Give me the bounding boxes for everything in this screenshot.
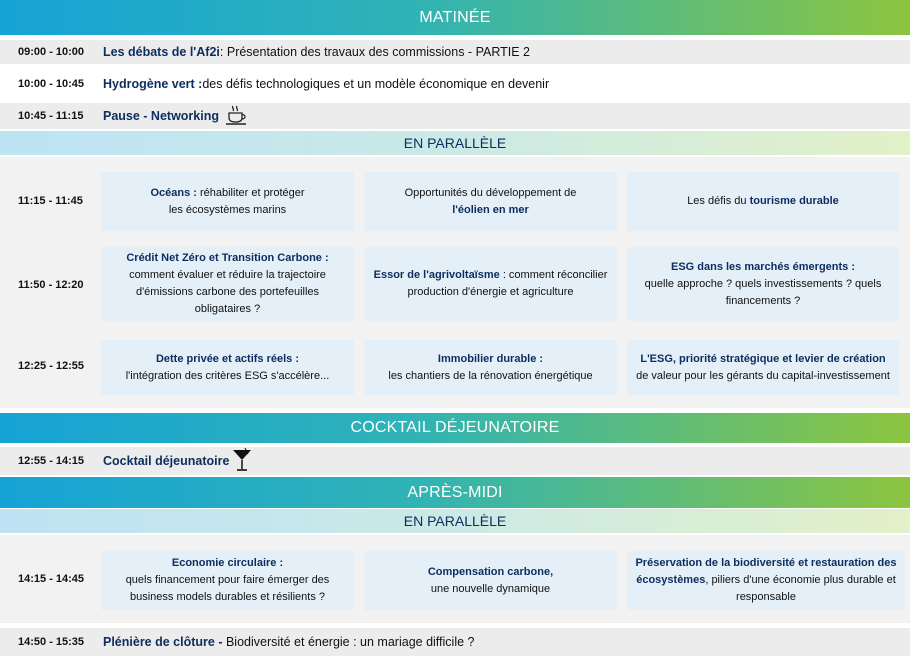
session-title: ESG dans les marchés émergents :	[670, 260, 856, 273]
session-desc: une nouvelle dynamique	[430, 582, 551, 595]
parallel-label: EN PARALLÈLE	[403, 135, 507, 151]
session-desc: quelle approche ? quels investissements ? quels	[644, 277, 882, 290]
time-slot: 12:55 - 14:15	[18, 455, 85, 467]
matinee-label: MATINÉE	[419, 8, 491, 26]
session-desc: de valeur pour les gérants du capital-investissement	[636, 369, 890, 382]
agenda-row	[0, 447, 910, 475]
session-desc: responsable	[736, 591, 796, 603]
session-desc: : comment réconcilier	[499, 269, 608, 281]
session-desc: comment évaluer et réduire la trajectoire	[129, 269, 326, 281]
session-title: Préservation de la biodiversité et restauration des	[635, 557, 897, 569]
session-desc: obligataires ?	[194, 303, 261, 315]
time-slot: 10:45 - 11:15	[18, 110, 84, 122]
session-desc: , piliers d'une économie plus durable et	[705, 574, 896, 586]
time-slot: 09:00 - 10:00	[18, 46, 85, 58]
session-desc: Biodiversité et énergie : un mariage difficile ?	[222, 635, 475, 649]
apresmidi-label: APRÈS-MIDI	[407, 483, 503, 501]
session-title: écosystèmes	[636, 574, 706, 586]
session-desc: les chantiers de la rénovation énergétique	[388, 369, 593, 382]
session-title: Cocktail déjeunatoire	[103, 454, 230, 468]
time-slot: 11:50 - 12:20	[18, 279, 84, 291]
cocktail-label: COCKTAIL DÉJEUNATOIRE	[350, 419, 560, 436]
time-slot: 12:25 - 12:55	[18, 360, 85, 372]
session-card	[627, 172, 899, 231]
session-desc: financements ?	[725, 294, 801, 307]
cocktail-header	[0, 413, 910, 443]
coffee-cup-icon	[225, 105, 249, 128]
matinee-header	[0, 0, 910, 35]
cocktail-glass-icon	[232, 448, 252, 475]
session-card	[364, 172, 617, 231]
session-title: l'éolien en mer	[452, 203, 529, 216]
agenda-row	[0, 40, 910, 64]
session-title: Pause - Networking	[103, 109, 219, 123]
session-title: tourisme durable	[749, 195, 839, 207]
session-title: Essor de l'agrivoltaïsme	[373, 269, 500, 281]
session-desc: : Présentation des travaux des commissions - PARTIE 2	[219, 45, 530, 59]
session-desc: les écosystèmes marins	[168, 203, 287, 216]
parallel-header	[0, 131, 910, 155]
session-desc: d'émissions carbone des portefeuilles	[135, 286, 320, 298]
session-card	[627, 247, 899, 321]
session-card	[627, 340, 899, 395]
time-slot: 10:00 - 10:45	[18, 78, 85, 90]
parallel-header	[0, 509, 910, 533]
session-card	[364, 340, 617, 395]
time-slot: 14:15 - 14:45	[18, 573, 85, 585]
time-slot: 14:50 - 15:35	[18, 636, 85, 648]
session-title: Océans :	[150, 186, 197, 199]
session-desc: Les défis du	[687, 195, 750, 207]
session-card	[101, 551, 354, 610]
parallel-sessions-morning	[0, 157, 910, 408]
session-desc: business models durables et résilients ?	[129, 591, 326, 603]
session-title: Hydrogène vert :	[103, 77, 203, 91]
agenda-row	[0, 72, 910, 96]
session-card	[101, 340, 354, 395]
session-desc: réhabiliter et protéger	[196, 186, 305, 199]
session-title: Plénière de clôture -	[103, 635, 223, 649]
parallel-label: EN PARALLÈLE	[403, 513, 507, 529]
session-title: Crédit Net Zéro et Transition Carbone :	[126, 252, 329, 264]
parallel-sessions-afternoon	[0, 535, 910, 623]
agenda-row	[0, 103, 910, 129]
session-card	[364, 247, 617, 321]
session-title: Les débats de l'Af2i	[103, 45, 220, 59]
session-title: Economie circulaire :	[171, 557, 284, 569]
session-card	[627, 551, 905, 610]
session-card	[101, 172, 354, 231]
session-card	[364, 551, 617, 610]
session-desc: l'intégration des critères ESG s'accélère...	[125, 369, 330, 382]
time-slot: 11:15 - 11:45	[18, 195, 83, 207]
session-title: Immobilier durable :	[437, 352, 544, 365]
session-card	[101, 247, 354, 321]
apresmidi-header	[0, 477, 910, 508]
agenda-row	[0, 628, 910, 656]
session-title: Dette privée et actifs réels :	[155, 352, 300, 365]
session-desc: des défis technologiques et un modèle économique en devenir	[202, 77, 550, 91]
session-desc: production d'énergie et agriculture	[407, 286, 574, 298]
session-desc: Opportunités du développement de	[404, 186, 577, 199]
session-title: Compensation carbone,	[427, 565, 554, 578]
session-title: L'ESG, priorité stratégique et levier de création	[640, 352, 886, 365]
session-desc: quels financement pour faire émerger des	[125, 574, 330, 586]
